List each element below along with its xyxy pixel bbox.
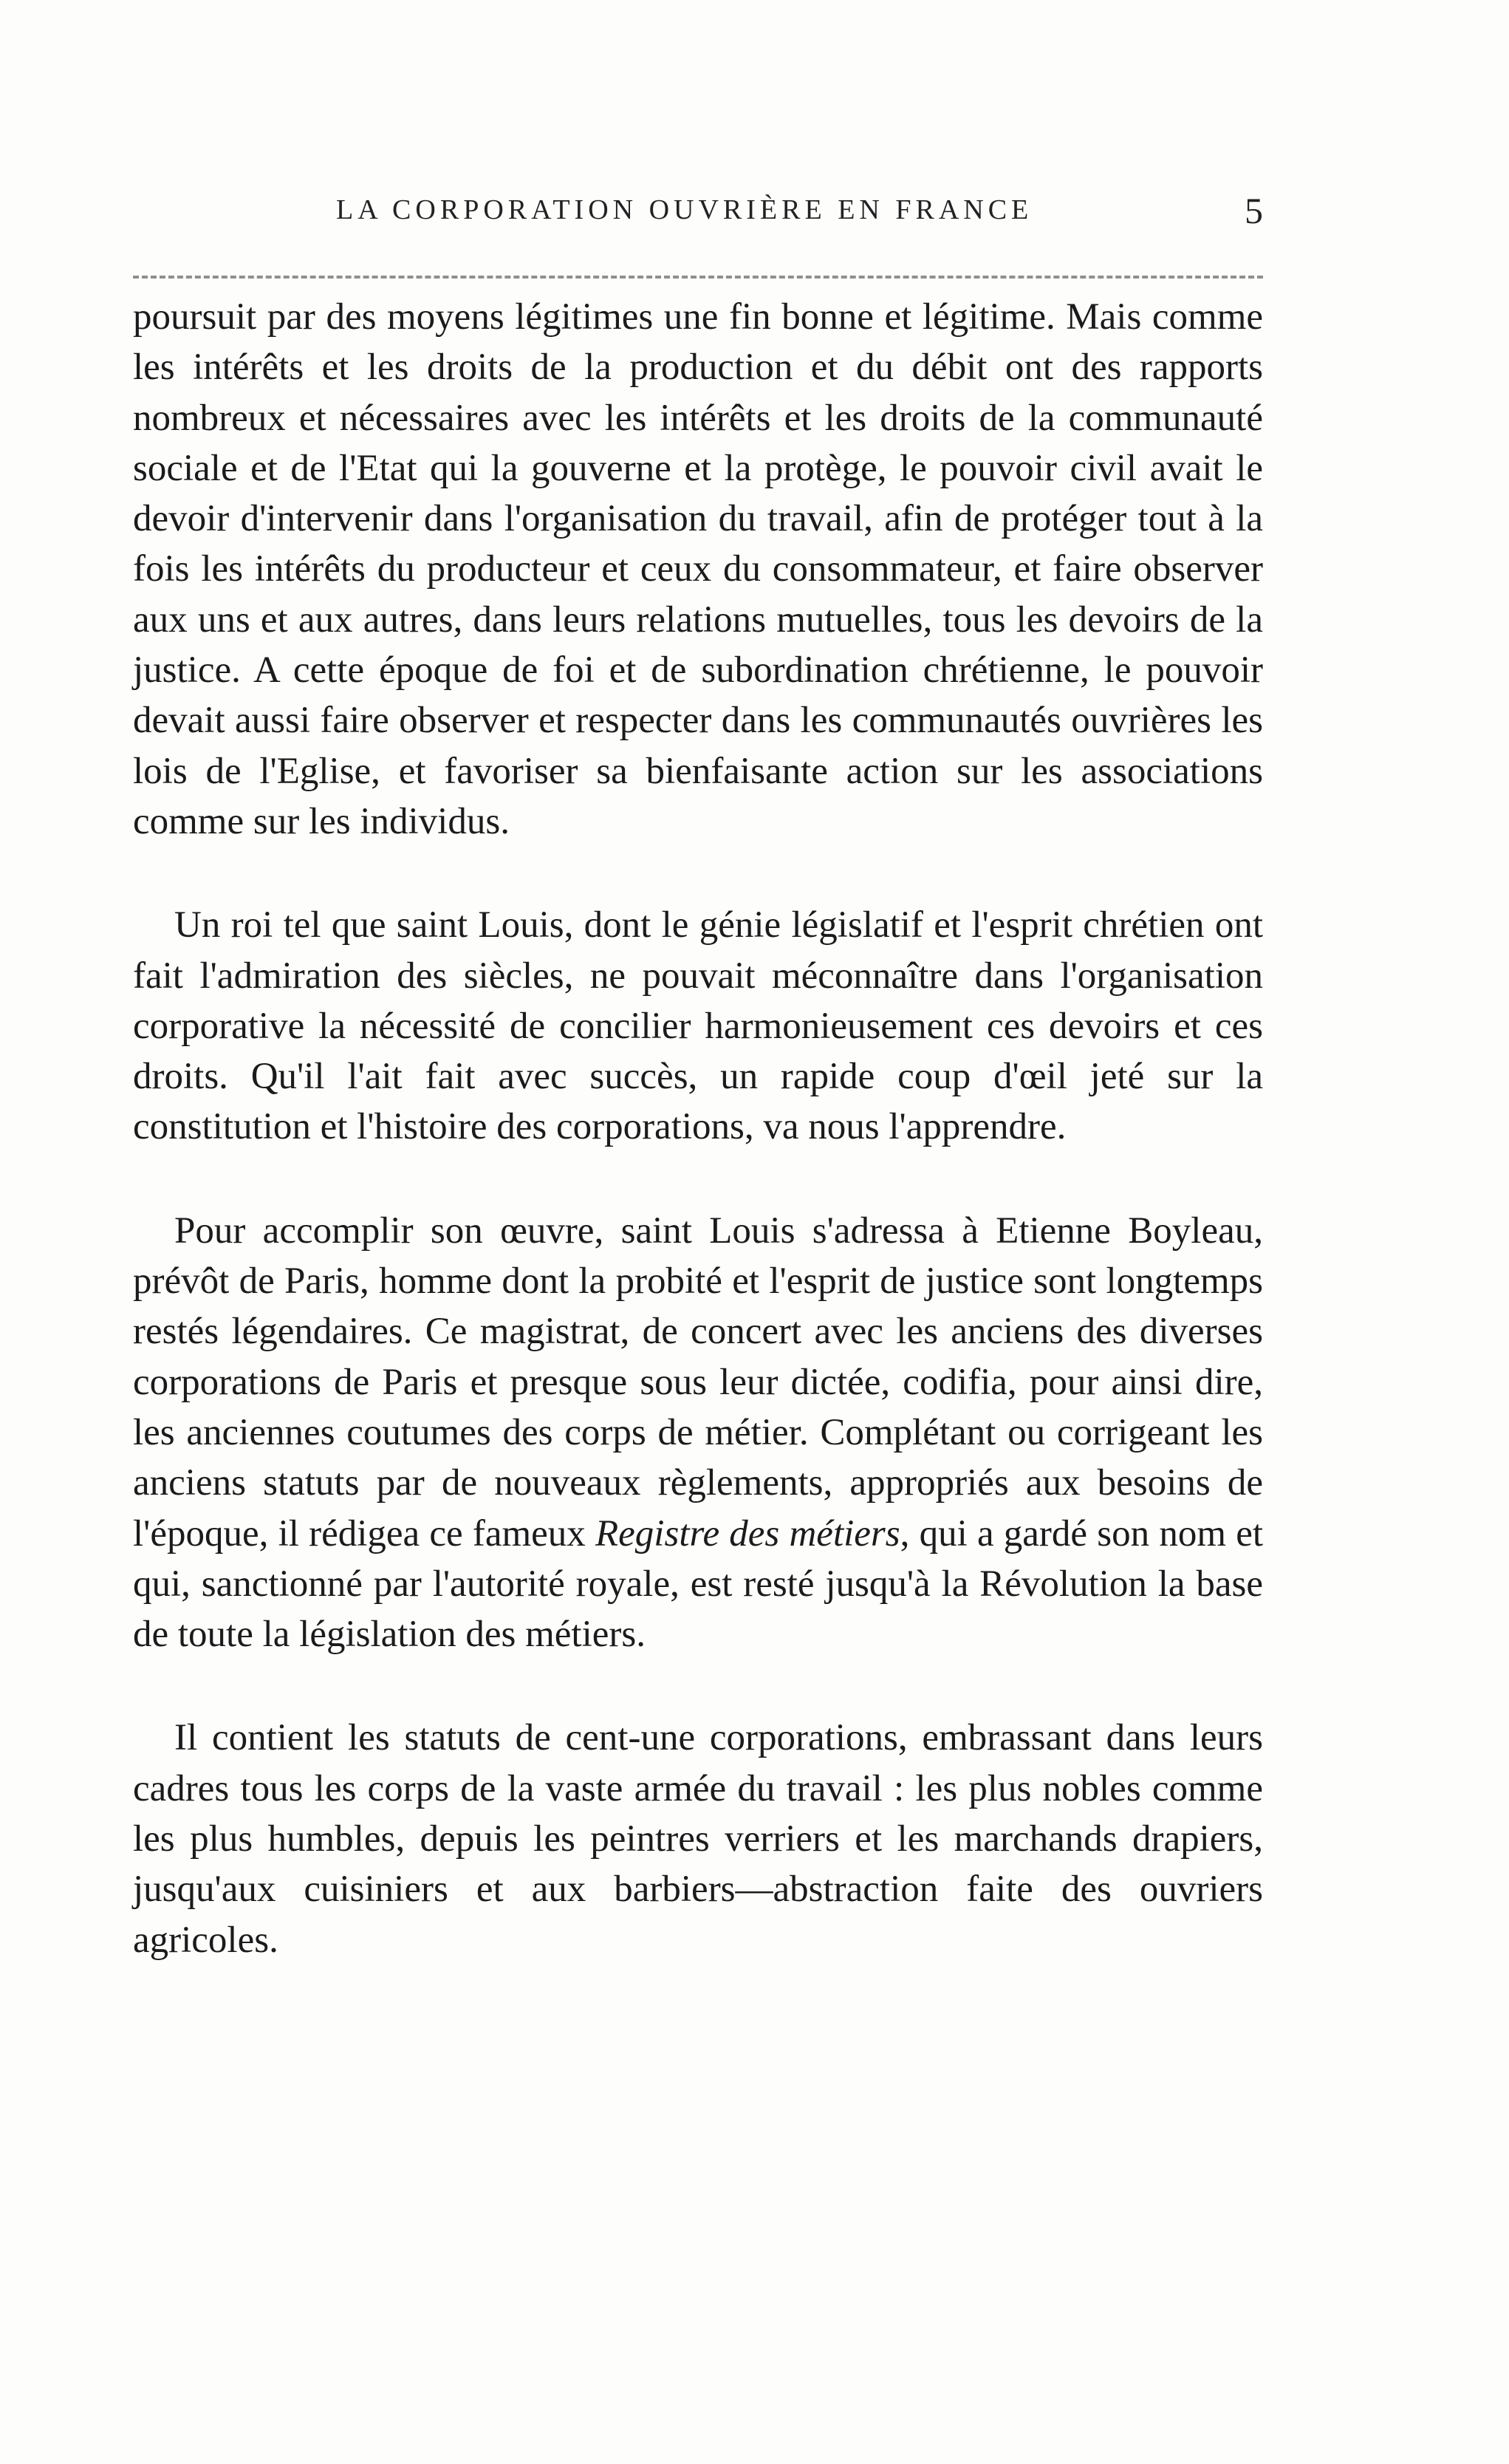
paragraph-boyleau bbox=[133, 1206, 1263, 1660]
paragraph-boyleau-text-before: Pour accomplir son œuvre, saint Louis s'adressa à Etienne Boyleau, prévôt de Paris, homme dont la probité et l'esprit de justice sont longtemps restés légendaires. Ce magistrat, de concert avec les anciens des diverses corporations de Paris et presque sous leur dictée, codifia, pour ainsi dire, les anciennes coutumes des corps de métier. Complétant ou corrigeant les anciens statuts par de nouveaux règlements, appropriés aux besoins de l'époque, il rédigea ce fameux bbox=[133, 1209, 1263, 1554]
header-rule bbox=[133, 276, 1263, 279]
paragraph-saint-louis: Un roi tel que saint Louis, dont le génie législatif et l'esprit chrétien ont fait l'admiration des siècles, ne pouvait méconnaître dans l'organisation corporative la nécessité de concilier harmonieusement ces devoirs et ces droits. Qu'il l'ait fait avec succès, un rapide coup d'œil jeté sur la constitution et l'histoire des corporations, va nous l'apprendre. bbox=[133, 904, 1263, 1148]
registre-des-metiers-title: Registre des métiers bbox=[595, 1512, 900, 1554]
paragraph-continued: poursuit par des moyens légitimes une fin bonne et légitime. Mais comme les intérêts et les droits de la production et du débit ont des rapports nombreux et nécessaires avec les intérêts et les droits de la communauté sociale et de l'Etat qui la gouverne et la protège, le pouvoir civil avait le devoir d'intervenir dans l'organisation du travail, afin de protéger tout à la fois les intérêts du producteur et ceux du consommateur, et faire observer aux uns et aux autres, dans leurs relations mutuelles, tous les devoirs de la justice. A cette époque de foi et de subordination chrétienne, le pouvoir devait aussi faire observer et respecter dans les communautés ouvrières les lois de l'Eglise, et favoriser sa bienfaisante action sur les associations comme sur les individus. bbox=[133, 296, 1263, 842]
paragraph-boyleau-text-after: , qui a gardé son nom et qui, sanctionné par l'autorité royale, est resté jusqu'à la Révolution la base de toute la législation des métiers. bbox=[133, 1512, 1263, 1656]
page-number: 5 bbox=[1245, 190, 1263, 231]
body-text bbox=[133, 292, 1263, 1965]
paragraph-statuts: Il contient les statuts de cent-une corporations, embrassant dans leurs cadres tous les corps de la vaste armée du travail : les plus nobles comme les plus humbles, depuis les peintres verriers et les marchands drapiers, jusqu'aux cuisiniers et aux barbiers—abstraction faite des ouvriers agricoles. bbox=[133, 1717, 1263, 1961]
running-header bbox=[133, 190, 1263, 238]
running-title: LA CORPORATION OUVRIÈRE EN FRANCE bbox=[336, 194, 1033, 225]
